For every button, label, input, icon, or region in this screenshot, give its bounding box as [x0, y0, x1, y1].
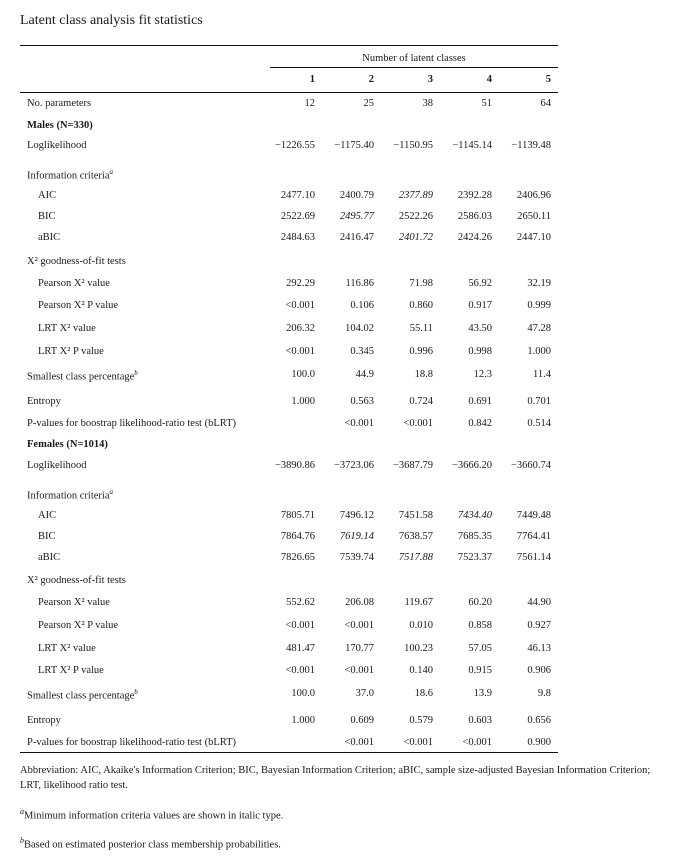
table-cell: 0.906	[527, 665, 551, 676]
column-header: 1	[309, 74, 315, 85]
table-cell: 0.917	[468, 300, 492, 311]
row-label	[38, 346, 104, 357]
row-label	[38, 300, 118, 311]
row-label-text: Pearson X² value	[38, 597, 110, 608]
table-cell: 56.92	[468, 278, 492, 289]
table-cell: 2416.47	[339, 232, 374, 243]
table-cell: −3687.79	[392, 460, 433, 471]
table-cell: 0.603	[468, 715, 492, 726]
table-row	[0, 418, 682, 436]
table-cell: 46.13	[527, 643, 551, 654]
row-label-text: Pearson X² P value	[38, 300, 119, 311]
table-cell: 44.90	[527, 597, 551, 608]
table-row	[0, 396, 682, 414]
column-header: 4	[486, 74, 492, 85]
table-cell: 7826.65	[280, 552, 315, 563]
table-bottom-rule	[20, 752, 558, 753]
table-cell: <0.001	[285, 346, 315, 357]
table-cell: 2377.89	[398, 190, 433, 201]
table-cell: 12.3	[473, 369, 492, 380]
page-title: Latent class analysis fit statistics	[20, 13, 203, 28]
table-cell: 12	[304, 98, 315, 109]
table-cell: 206.08	[345, 597, 374, 608]
row-label-text: LRT X² P value	[38, 346, 104, 357]
table-cell: 0.140	[409, 665, 433, 676]
table-cell: 64	[540, 98, 551, 109]
table-row	[0, 278, 682, 296]
table-row	[0, 460, 682, 478]
row-label-text: P-values for boostrap likelihood-ratio test (bLRT)	[27, 418, 237, 429]
table-cell: −1226.55	[274, 140, 315, 151]
table-cell: 2586.03	[457, 211, 492, 222]
table-cell: <0.001	[403, 737, 433, 748]
table-row	[0, 715, 682, 733]
table-cell: 47.28	[527, 323, 551, 334]
table-cell: 2495.77	[339, 211, 374, 222]
table-cell: <0.001	[344, 737, 374, 748]
table-cell: 7561.14	[516, 552, 551, 563]
table-cell: 0.927	[527, 620, 551, 631]
table-cell: −3723.06	[333, 460, 374, 471]
column-header: 2	[368, 74, 374, 85]
row-label-text: BIC	[38, 211, 56, 222]
row-label-text: Males (N=330)	[27, 120, 93, 131]
row-label	[38, 620, 118, 631]
row-label-text: Pearson X² value	[38, 278, 110, 289]
table-cell: <0.001	[344, 665, 374, 676]
table-cell: 292.29	[286, 278, 315, 289]
table-cell: 7864.76	[280, 531, 315, 542]
row-label-text: LRT X² value	[38, 323, 96, 334]
row-label-text: P-values for boostrap likelihood-ratio test (bLRT)	[27, 737, 237, 748]
row-label	[27, 418, 236, 429]
table-cell: <0.001	[344, 620, 374, 631]
table-cell: <0.001	[344, 418, 374, 429]
row-label	[27, 369, 138, 383]
row-label-text: Information criteria	[27, 490, 110, 502]
table-cell: <0.001	[285, 300, 315, 311]
table-cell: 100.0	[291, 369, 315, 380]
row-label	[38, 531, 56, 542]
table-cell: 71.98	[409, 278, 433, 289]
row-label-text: X² goodness-of-fit tests	[27, 256, 126, 267]
table-cell: 7619.14	[339, 531, 374, 542]
table-row	[0, 98, 682, 116]
table-row	[0, 575, 682, 593]
table-cell: 104.02	[345, 323, 374, 334]
table-cell: −3890.86	[274, 460, 315, 471]
table-cell: 552.62	[286, 597, 315, 608]
footnote-a-text: Minimum information criteria values are shown in italic type.	[24, 810, 284, 822]
table-cell: 2400.79	[339, 190, 374, 201]
table-cell: 0.860	[409, 300, 433, 311]
table-cell: 100.0	[291, 688, 315, 699]
table-cell: 0.900	[527, 737, 551, 748]
row-label	[27, 439, 108, 450]
column-header-row	[0, 74, 682, 92]
table-cell: 25	[363, 98, 374, 109]
table-row	[0, 232, 682, 250]
table-cell: 1.000	[291, 396, 315, 407]
table-cell: 481.47	[286, 643, 315, 654]
row-label	[27, 396, 61, 407]
table-cell: 0.842	[468, 418, 492, 429]
table-row	[0, 256, 682, 274]
table-cell: 7517.88	[398, 552, 433, 563]
row-label	[38, 552, 60, 563]
table-cell: 37.0	[355, 688, 374, 699]
row-label	[38, 597, 110, 608]
row-label	[38, 278, 110, 289]
table-row	[0, 620, 682, 638]
row-label	[27, 737, 236, 748]
table-cell: 7764.41	[516, 531, 551, 542]
table-cell: 1.000	[291, 715, 315, 726]
table-cell: <0.001	[462, 737, 492, 748]
table-cell: −3660.74	[510, 460, 551, 471]
table-cell: 11.4	[533, 369, 551, 380]
table-cell: 51	[481, 98, 492, 109]
row-label	[27, 168, 113, 182]
footnote-mark: a	[109, 168, 114, 176]
row-label-text: X² goodness-of-fit tests	[27, 575, 126, 586]
footnote-abbreviation: Abbreviation: AIC, Akaike's Information Criterion; BIC, Bayesian Information Criterion; aBIC, sample size-adjusted Bayesian Information Criterion; LRT, likelihood ratio test.	[20, 765, 651, 791]
table-cell: 0.514	[527, 418, 551, 429]
row-label	[38, 643, 96, 654]
table-cell: 2522.69	[280, 211, 315, 222]
table-cell: 2484.63	[280, 232, 315, 243]
table-cell: 7496.12	[339, 510, 374, 521]
row-label-text: Pearson X² P value	[38, 620, 119, 631]
table-cell: 206.32	[286, 323, 315, 334]
table-row	[0, 510, 682, 528]
table-cell: 119.67	[404, 597, 433, 608]
table-cell: −1145.14	[452, 140, 492, 151]
table-cell: 7451.58	[398, 510, 433, 521]
table-cell: −1139.48	[511, 140, 551, 151]
table-cell: <0.001	[285, 620, 315, 631]
table-cell: 2424.26	[457, 232, 492, 243]
table-cell: 2447.10	[516, 232, 551, 243]
table-cell: 7638.57	[398, 531, 433, 542]
table-row	[0, 369, 682, 387]
table-cell: 43.50	[468, 323, 492, 334]
row-label-text: AIC	[38, 510, 57, 521]
table-row	[0, 531, 682, 549]
footnote-mark: b	[134, 688, 138, 696]
table-cell: 60.20	[468, 597, 492, 608]
row-label	[38, 190, 56, 201]
row-label-text: LRT X² value	[38, 643, 96, 654]
table-cell: −1175.40	[334, 140, 374, 151]
table-cell: 55.11	[409, 323, 433, 334]
table-cell: 0.656	[527, 715, 551, 726]
row-label	[27, 715, 61, 726]
footnote-mark: b	[134, 369, 138, 377]
row-label	[38, 665, 104, 676]
table-row	[0, 168, 682, 186]
row-label	[27, 460, 87, 471]
table-cell: <0.001	[285, 665, 315, 676]
table-cell: 1.000	[527, 346, 551, 357]
row-label	[27, 140, 87, 151]
table-cell: 2522.26	[398, 211, 433, 222]
table-cell: 7449.48	[516, 510, 551, 521]
table-cell: −1150.95	[393, 140, 433, 151]
row-label	[27, 120, 93, 131]
footnote-a	[20, 804, 668, 824]
row-label-text: No. parameters	[27, 98, 92, 109]
row-label-text: Entropy	[27, 396, 61, 407]
table-row	[0, 120, 682, 138]
row-label-text: Smallest class percentage	[27, 371, 135, 383]
table-cell: 0.701	[527, 396, 551, 407]
row-label-text: aBIC	[38, 552, 61, 563]
table-cell: 0.999	[527, 300, 551, 311]
table-cell: −3666.20	[451, 460, 492, 471]
table-cell: 100.23	[404, 643, 433, 654]
table-cell: 7434.40	[457, 510, 492, 521]
table-row	[0, 140, 682, 158]
table-cell: 0.998	[468, 346, 492, 357]
table-cell: <0.001	[403, 418, 433, 429]
table-cell: 170.77	[345, 643, 374, 654]
row-label	[38, 232, 60, 243]
row-label	[38, 510, 56, 521]
table-cell: 0.345	[350, 346, 374, 357]
table-row	[0, 439, 682, 457]
row-label	[27, 575, 126, 586]
table-cell: 0.858	[468, 620, 492, 631]
row-label	[38, 211, 56, 222]
table-cell: 7685.35	[457, 531, 492, 542]
table-cell: 57.05	[468, 643, 492, 654]
table-cell: 0.724	[409, 396, 433, 407]
row-label-text: Loglikelihood	[27, 140, 87, 151]
table-cell: 0.010	[409, 620, 433, 631]
column-header: 5	[545, 74, 551, 85]
table-cell: 44.9	[355, 369, 374, 380]
row-label-text: BIC	[38, 531, 56, 542]
footnote-b-text: Based on estimated posterior class membership probabilities.	[24, 839, 281, 851]
row-label-text: LRT X² P value	[38, 665, 104, 676]
footnote-b-mark: b	[20, 836, 24, 845]
table-row	[0, 665, 682, 683]
table-cell: 9.8	[537, 688, 551, 699]
row-label	[27, 488, 113, 502]
table-row	[0, 552, 682, 570]
table-cell: 18.6	[414, 688, 433, 699]
header-bottom-rule	[20, 92, 558, 93]
table-cell: 0.106	[350, 300, 374, 311]
footnote-a-mark: a	[20, 807, 24, 816]
table-row	[0, 323, 682, 341]
table-cell: 2392.28	[457, 190, 492, 201]
table-row	[0, 688, 682, 706]
row-label-text: Information criteria	[27, 170, 110, 182]
table-cell: 7805.71	[280, 510, 315, 521]
table-cell: 2650.11	[517, 211, 551, 222]
table-cell: 116.86	[345, 278, 374, 289]
table-row	[0, 300, 682, 318]
table-top-rule	[20, 45, 558, 46]
row-label	[27, 688, 138, 702]
column-group-header: Number of latent classes	[362, 53, 466, 64]
table-cell: 2401.72	[398, 232, 433, 243]
table-cell: 0.579	[409, 715, 433, 726]
table-row	[0, 597, 682, 615]
row-label-text: Loglikelihood	[27, 460, 87, 471]
row-label-text: Entropy	[27, 715, 61, 726]
table-cell: 13.9	[473, 688, 492, 699]
row-label-text: Females (N=1014)	[27, 439, 108, 450]
row-label	[38, 323, 96, 334]
row-label-text: AIC	[38, 190, 57, 201]
table-cell: 32.19	[527, 278, 551, 289]
table-row	[0, 190, 682, 208]
table-cell: 0.915	[468, 665, 492, 676]
table-row	[0, 488, 682, 506]
footnote-b	[20, 833, 668, 853]
table-cell: 2477.10	[280, 190, 315, 201]
table-cell: 0.691	[468, 396, 492, 407]
table-cell: 7539.74	[339, 552, 374, 563]
table-cell: 0.996	[409, 346, 433, 357]
row-label-text: Smallest class percentage	[27, 690, 135, 702]
table-cell: 7523.37	[457, 552, 492, 563]
row-label	[27, 98, 91, 109]
table-row	[0, 643, 682, 661]
column-group-rule	[270, 67, 558, 68]
table-cell: 38	[422, 98, 433, 109]
row-label	[27, 256, 126, 267]
table-cell: 18.8	[414, 369, 433, 380]
table-cell: 0.609	[350, 715, 374, 726]
table-cell: 2406.96	[516, 190, 551, 201]
footnote-mark: a	[109, 488, 114, 496]
table-cell: 0.563	[350, 396, 374, 407]
table-row	[0, 211, 682, 229]
row-label-text: aBIC	[38, 232, 61, 243]
table-row	[0, 346, 682, 364]
column-header: 3	[427, 74, 433, 85]
